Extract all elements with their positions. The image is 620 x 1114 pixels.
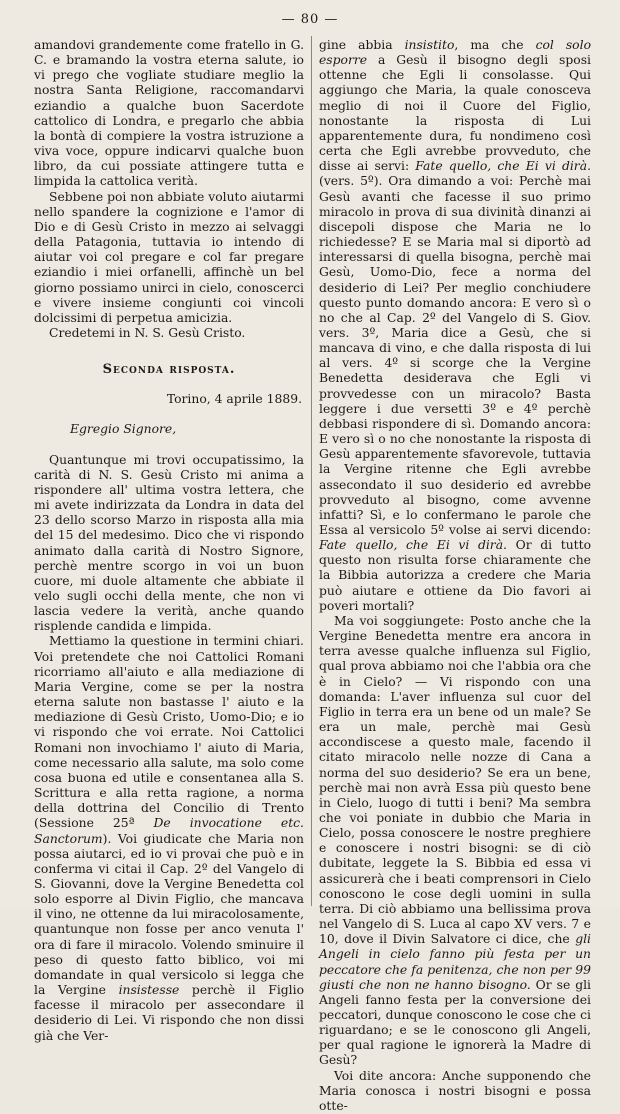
italic-quote: gli Angeli in cielo fanno più festa per un peccatore che fa penitenza, che non per 99 giusti che non ne hanno bisogno. <box>319 932 591 992</box>
paragraph-heaven <box>319 614 591 1069</box>
right-column <box>319 38 591 1114</box>
italic-word: insistesse <box>118 983 180 998</box>
text-run: Ma voi soggiungete: Posto anche che la Vergine Benedetta mentre era ancora in terra avesse qualche influenza sul Figlio, qual prova abbiamo noi che l'abbia ora che è in Cielo? — Vi rispondo con una domanda: L'aver influenza sul cuor del Figlio in terra era un bene od un male? Se era un male, perchè mai Gesù accondiscese a questo male, facendo il citato miracolo nelle nozze di Cana a norma del suo desiderio? Se era un bene, perchè mai non avrà Essa più questo bene in Cielo, luogo di tutti i beni? Ma sembra che voi poniate in dubbio che Maria in Cielo, possa conoscere le nostre preghiere e conoscere i nostri bisogni: se di ciò dubitate, leggete la S. Bibbia ed essa vi assicurerà che i beati comprensori in Cielo conoscono le cose degli uomini in sulla terra. Di ciò abbiamo una bellissima prova nel Vangelo di S. Luca al capo XV vers. 7 e 10, dove il Divin Salvatore ci dice, che <box>319 613 591 947</box>
text-run: (vers. 5º). Ora dimando a voi: Perchè mai Gesù avanti che facesse il suo primo miracolo in prova di sua divinità dinanzi ai discepoli dispose che Maria ne lo richiedesse? E se Maria mal si diportò ad interessarsi di quella bisogna, perchè mai Gesù, Uomo-Dio, fece a norma del desiderio di Lei? Per meglio conchiudere questo punto domando ancora: E vero sì o no che al Cap. 2º del Vangelo di S. Giov. vers. 3º, Maria dice a Gesù, che si mancava di vino, e che dalla risposta di lui al vers. 4º si scorge che la Vergine Benedetta desiderava che Egli vi provvedesse con un miracolo? Basta leggere i due versetti 3º e 4º perchè debbasi rispondere di sì. Domando ancora: E vero sì o no che nonostante la risposta di Gesù apparentemente sfavorevole, tuttavia la Vergine ritenne che Egli avrebbe assecondato il suo desiderio ed avrebbe provveduto al bisogno, come avvenne infatti? Sì, e lo confermano le parole che Essa al versicolo 5º volse ai servi dicendo: <box>319 174 591 537</box>
text-run: ). Voi giudicate che Maria non possa aiutarci, ed io vi provai che può e in conferma vi citai il Cap. 2º del Vangelo di S. Giovanni, dove la Vergine Benedetta col solo esporre al Divin Figlio, che mancava il vino, ne ottenne da lui miracolosamente, quantunque non fosse per anco venuta l' ora di fare il miracolo. Volendo sminuire il peso di questo fatto biblico, voi mi domandate in qual versicolo si legga che la Vergine <box>34 831 304 998</box>
text-run: Or di tutto questo non risulta forse chiaramente che la Bibbia autorizza a credere che Maria può aiutare e ottiene da Dio favori ai poveri mortali? <box>319 538 591 613</box>
closing-line: Credetemi in N. S. Gesù Cristo. <box>49 325 246 340</box>
paragraph-question <box>34 634 304 1043</box>
italic-phrase: col solo esporre <box>319 38 591 68</box>
paragraph-reply-intro: Quantunque mi trovi occupatissimo, la carità di N. S. Gesù Cristo mi anima a rispondere all' ultima vostra lettera, che mi avete indirizzata da Londra in data del 23 dello scorso Marzo in risposta alla mia del 15 del medesimo. Dico che vi rispondo animato dalla carità di Nostro Signore, perchè mentre scorgo in voi un buon cuore, mi duole altamente che abbiate il velo sugli occhi della mente, che non vi lascia vedere la verità, anche quando risplende candida e limpida. <box>34 452 304 634</box>
paragraph-patagonia: Sebbene poi non abbiate voluto aiutarmi nello spandere la cognizione e l'amor di Dio e di Gesù Cristo in mezzo ai selvaggi della Patagonia, tuttavia io intendo di aiutar voi col pregare e col far pregare eziandio i miei orfanelli, affinchè un bel giorno possiamo unirci in cielo, conoscerci e vivere insieme congiunti coi vincoli dolcissimi di perpetua amicizia. <box>34 189 304 325</box>
column-divider <box>311 36 312 906</box>
text-run: a Gesù il bisogno degli sposi ottenne che Egli li consolasse. Qui aggiungo che Maria, la quale conosceva meglio di noi il Cuore del Figlio, nonostante la risposta di Lui apparentemente dura, fu nondimeno così certa che Egli avrebbe provveduto, che disse ai servi: <box>319 53 591 174</box>
text-run: , ma che <box>454 38 536 52</box>
italic-quote: Fate quello, che Ei vi dirà. <box>415 159 591 174</box>
text-run: Mettiamo la questione in termini chiari. Voi pretendete che noi Cattolici Romani ricorriamo all'aiuto e alla mediazione di Maria Vergine, come se per la nostra eterna salute non bastasse l' aiuto e la mediazione di Gesù Cristo, Uomo-Dio; e io vi rispondo che voi errate. Noi Cattolici Romani non invochiamo l' aiuto di Maria, come necessario alla salute, ma solo come cosa buona ed utile e consentanea alla S. Scrittura e alla retta ragione, a norma della dottrina del Concilio di Trento (Sessione 25ª <box>34 634 304 831</box>
paragraph-continued: amandovi grandemente come fratello in G. C. e bramando la vostra eterna salute, io vi prego che vogliate studiare meglio la nostra Santa Religione, raccomandarvi eziandio a qualche buon Sacerdote cattolico di Londra, e pregarlo che abbia la bontà di compiere la vostra istruzione a viva voce, oppure indicarvi qualche buon libro, da cui possiate attingere tutta e limpida la cattolica verità. <box>34 38 304 189</box>
text-run: Or se gli Angeli fanno festa per la conversione dei peccatori, dunque conoscono le cose che ci riguardano; e se le conoscono gli Angeli, per qual ragione le ignorerà la Madre di Gesù? <box>319 977 591 1068</box>
salutation: Egregio Signore, <box>70 422 177 437</box>
text-run: gine abbia <box>319 38 405 52</box>
paragraph-final: Voi dite ancora: Anche supponendo che Maria conosca i nostri bisogni e possa otte- <box>319 1068 591 1113</box>
italic-quote: Fate quello, che Ei vi dirà. <box>319 538 507 553</box>
section-title: Seconda risposta. <box>102 362 236 378</box>
italic-word: insistito <box>404 38 455 52</box>
paragraph-cana <box>319 38 591 614</box>
page-number: — 80 — <box>281 12 339 27</box>
text-run: perchè il Figlio facesse il miracolo per assecondare il desiderio di Lei. Vi rispondo che non dissi già che Ver- <box>34 983 305 1043</box>
dateline: Torino, 4 aprile 1889. <box>166 392 302 407</box>
left-column <box>34 38 304 1044</box>
italic-citation: De invocatione etc. Sanctorum <box>34 816 304 846</box>
